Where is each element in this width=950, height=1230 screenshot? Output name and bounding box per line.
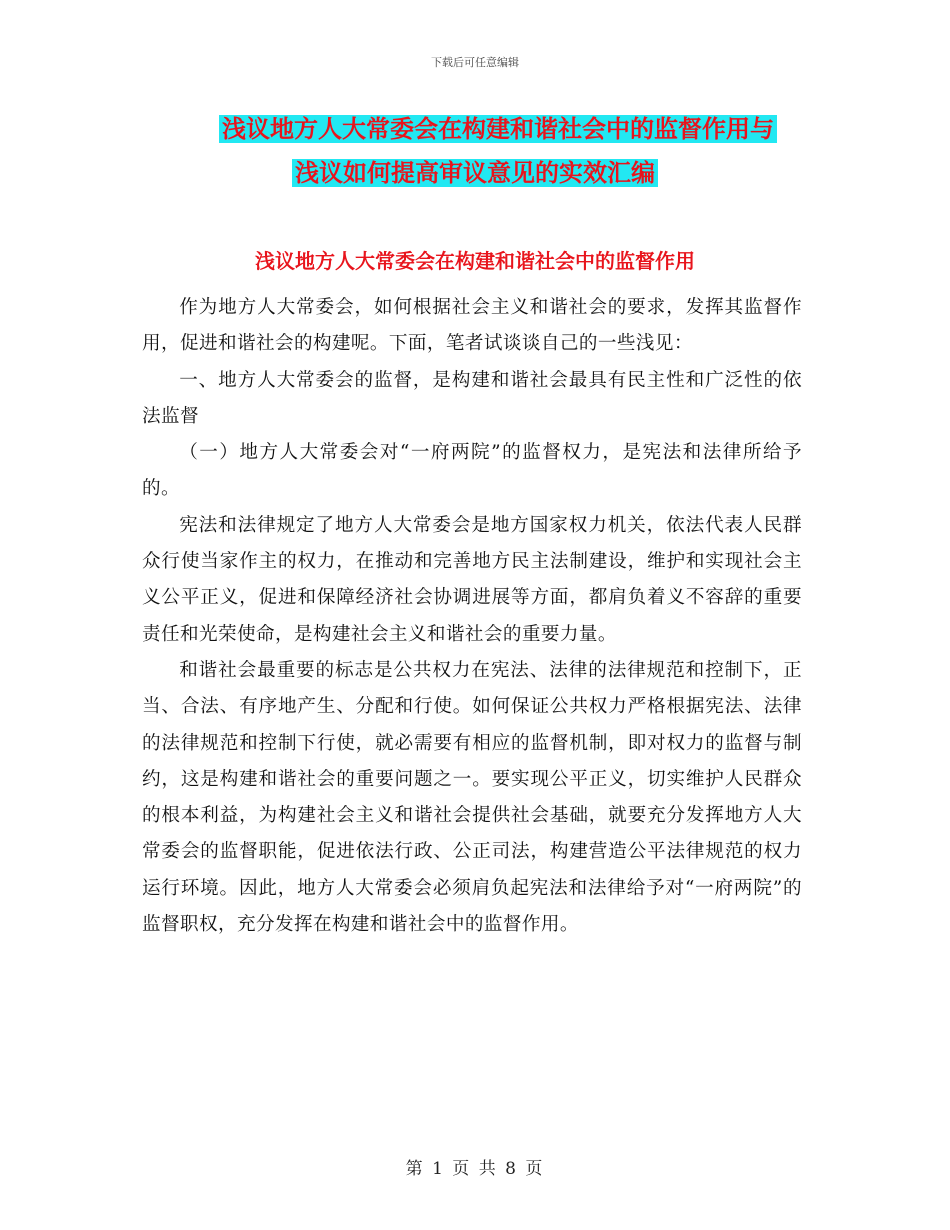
paragraph-body-2: 和谐社会最重要的标志是公共权力在宪法、法律的法律规范和控制下，正当、合法、有序地产生、分配和行使。如何保证公共权力严格根据宪法、法律的法律规范和控制下行使，就必需要有相应的监督机制，即对权力的监督与制约，这是构建和谐社会的重要问题之一。要实现公平正义，切实维护人民群众的根本利益，为构建社会主义和谐社会提供社会基础，就要充分发挥地方人大常委会的监督职能，促进依法行政、公正司法，构建营造公平法律规范的权力运行环境。因此，地方人大常委会必须肩负起宪法和法律给予对“一府两院”的监督职权，充分发挥在构建和谐社会中的监督作用。 bbox=[142, 659, 802, 936]
section-title: 浅议地方人大常委会在构建和谐社会中的监督作用 bbox=[255, 249, 695, 273]
paragraph-intro: 作为地方人大常委会，如何根据社会主义和谐社会的要求，发挥其监督作用，促进和谐社会的构建呢。下面，笔者试谈谈自己的一些浅见： bbox=[142, 297, 802, 355]
paragraph-body-1: 宪法和法律规定了地方人大常委会是地方国家权力机关，依法代表人民群众行使当家作主的权力，在推动和完善地方民主法制建设，维护和实现社会主义公平正义，促进和保障经济社会协调进展等方面，都肩负着义不容辞的重要责任和光荣使命，是构建社会主义和谐社会的重要力量。 bbox=[142, 514, 802, 645]
header-note: 下载后可任意编辑 bbox=[431, 56, 519, 69]
paragraph-subheading-1: （一）地方人大常委会对“一府两院”的监督权力，是宪法和法律所给予的。 bbox=[142, 442, 802, 500]
paragraph-heading-1: 一、地方人大常委会的监督，是构建和谐社会最具有民主性和广泛性的依法监督 bbox=[142, 369, 802, 427]
title-line-2-text: 浅议如何提高审议意见的实效汇编 bbox=[292, 159, 658, 187]
page-footer: 第 1 页 共 8 页 bbox=[405, 1159, 545, 1179]
document-body bbox=[142, 290, 802, 943]
title-line-2 bbox=[0, 156, 950, 190]
title-line-1-text: 浅议地方人大常委会在构建和谐社会中的监督作用与 bbox=[219, 115, 777, 143]
title-line-1 bbox=[0, 112, 950, 146]
